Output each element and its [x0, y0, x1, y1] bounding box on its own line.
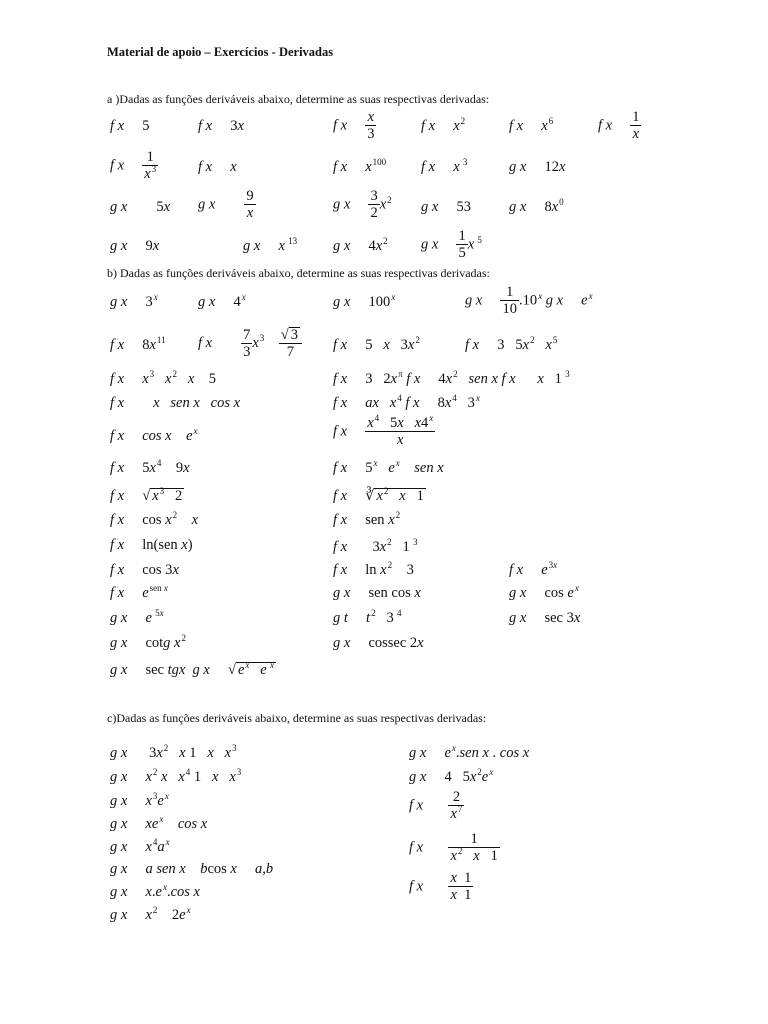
exercise: g x 4$^x$	[198, 292, 246, 310]
exercise: g x 53	[421, 199, 471, 215]
exercise: g x $3x^2$ x 1 x $x^3$	[110, 743, 237, 761]
exercise: g x 5x	[110, 199, 170, 215]
exercise: f x $\frac{x}{3}$	[333, 109, 375, 143]
section-a-header: a )Dadas as funções deriváveis abaixo, determine as suas respectivas derivadas:	[107, 92, 490, 106]
exercise: g x $x^4a^x$	[110, 837, 170, 855]
exercise: f x $3x^2$ 1 $^3$	[333, 537, 418, 555]
exercise: g x 100$^x$	[333, 292, 396, 310]
section-c-header: c)Dadas as funções deriváveis abaixo, determine as suas respectivas derivadas:	[107, 711, 487, 725]
exercise: g x $8x^0$	[509, 197, 564, 215]
exercise: f x $\frac{2}{x^7}$	[409, 789, 463, 823]
exercise: f x 5 x $3x^2$	[333, 335, 420, 353]
exercise: f x 3 $2x^\pi$ f x $4x^2$ sen x f x x 1 $^3$	[333, 369, 570, 387]
exercise: f x 3x	[198, 118, 244, 134]
exercise: g x sec tgx g x √ $e^x$ e $^x$	[110, 660, 274, 678]
exercise: f x $\frac{x 1}{x 1}$	[409, 870, 472, 904]
exercise: f x √ $x^3$ 2	[110, 486, 183, 504]
exercise: f x $x^2$	[421, 116, 466, 134]
exercise: g t $t^2$ 3 $^4$	[333, 608, 402, 626]
exercise: g x $x^2$ $2e^x$	[110, 905, 191, 923]
exercise: f x $\frac{x^4 5x x4^x}{x}$	[333, 413, 434, 449]
exercise: g x $x^3e^x$	[110, 791, 169, 809]
exercise: g x x $^{13}$	[243, 236, 298, 254]
exercise: g x 4 $5x^2e^x$	[409, 767, 494, 785]
exercise: f x 5	[110, 118, 150, 134]
exercise: g x sec 3x	[509, 610, 581, 626]
exercise: f x $\frac{1}{x^2 x 1}$	[409, 831, 498, 865]
exercise: f x cos 3x	[110, 562, 179, 578]
exercise: f x $\frac{7}{3}$ $x^3$ $\frac{√ 3}{7}$	[198, 327, 302, 360]
exercise: f x $5x^4$ 9x	[110, 458, 190, 476]
exercise: f x x sen x cos x	[110, 395, 241, 411]
exercise: g x a sen x bcos x a,b	[110, 861, 274, 877]
exercise: f x ax $x^4$ f x $8x^4$ 3$^x$	[333, 393, 480, 411]
exercise: f x $\ln x^2$ 3	[333, 560, 414, 578]
exercise: g x $x.e^x.\cos$ x	[110, 882, 200, 900]
page-title: Material de apoio – Exercícios - Derivadas	[107, 45, 334, 59]
exercise: f x sen $x^2$	[333, 510, 401, 528]
exercise: f x $8x^{11}$	[110, 335, 166, 353]
exercise: f x $e^{3x}$	[509, 560, 558, 578]
exercise: f x $\frac{1}{x^3}$	[110, 149, 157, 183]
exercise: g x $\frac{1}{10}$ .10$^x$ g x $e^x$	[465, 284, 593, 318]
exercise: g x $4x^2$	[333, 236, 388, 254]
exercise: g x e $^{5x}$	[110, 608, 164, 626]
exercise: g x 3$^x$	[110, 292, 158, 310]
exercise: g x $\cos e^x$	[509, 583, 579, 601]
exercise: f x x $^3$	[421, 157, 468, 175]
exercise: g x cotg $x^2$	[110, 633, 186, 651]
exercise: f x $\cos x^2$ x	[110, 510, 199, 528]
exercise: g x cossec 2x	[333, 635, 424, 651]
exercise: g x $e^x.sen$ x . cos x	[409, 743, 530, 761]
exercise: f x cos x $e^x$	[110, 426, 198, 444]
exercise: f x $x^3$ $x^2$ x 5	[110, 369, 217, 387]
exercise: f x 3 $5x^2$ $x^5$	[465, 335, 558, 353]
exercise: g x 9x	[110, 238, 160, 254]
exercise: f x x	[198, 159, 237, 175]
exercise: g x $xe^x$ cos x	[110, 814, 208, 832]
exercise: g x $\frac{3}{2}$ $x^2$	[333, 188, 392, 222]
section-b-header: b) Dadas as funções deriváveis abaixo, determine as suas respectivas derivadas:	[107, 266, 490, 280]
exercise: g x 12x	[509, 159, 566, 175]
exercise: f x $x^6$	[509, 116, 554, 134]
exercise: f x ∛ $x^2$ x 1	[333, 486, 424, 504]
exercise: f x ln(sen x)	[110, 537, 193, 553]
exercise: f x 5$^x$ $e^x$ sen x	[333, 458, 444, 476]
exercise: f x $\frac{1}{x}$	[598, 109, 640, 143]
exercise: g x $x^2$ x $x^4$ 1 x $x^3$	[110, 767, 242, 785]
exercise: g x $\frac{9}{x}$	[198, 188, 254, 222]
exercise: f x $x^{100}$	[333, 157, 387, 175]
exercise: g x $\frac{1}{5}$ x $^5$	[421, 228, 482, 262]
exercise: g x sen cos x	[333, 585, 421, 601]
exercise: f x $e^{sen x}$	[110, 583, 168, 601]
